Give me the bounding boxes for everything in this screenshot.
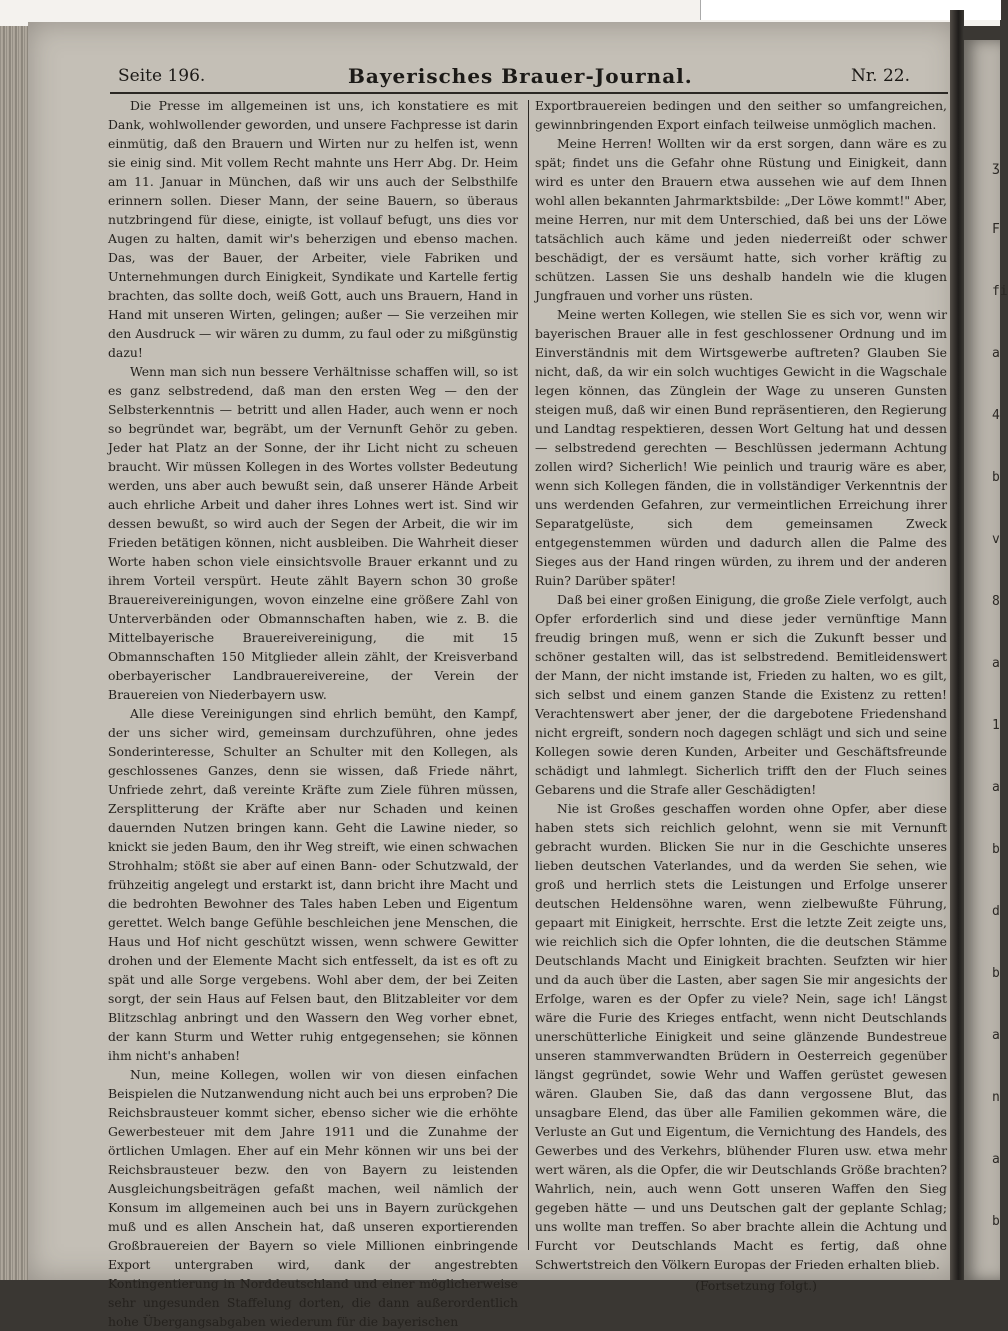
adjacent-page-fragment: b [992, 1214, 1000, 1229]
adjacent-page-fragment: fi [992, 284, 1008, 299]
adjacent-page-fragment: 1 [992, 718, 1000, 733]
adjacent-page-fragment: a [992, 656, 1000, 671]
column-divider [528, 100, 529, 1250]
adjacent-page-fragment: F [992, 222, 1000, 237]
header-rule [110, 92, 948, 94]
adjacent-page-fragment: a [992, 1152, 1000, 1167]
adjacent-page-fragment: d [992, 904, 1000, 919]
left-column [108, 96, 518, 1331]
book-gutter [950, 10, 964, 1280]
paragraph: Meine Herren! Wollten wir da erst sorgen, dann wäre es zu spät; findet uns die Gefahr ohne Rüstung und Einigkeit, dann wird es unter den Brauern etwa aussehen wie auf dem Ihnen wohl allen bekannten Jahrmarktsbilde: „Der Löwe kommt!" Aber, meine Herren, nur mit dem Unterschied, daß bei uns der Löwe tatsächlich auch käme und jeden niederreißt oder schwer beschädigt, der es versäumt hatte, sich vorher kräftig zu schützen. Lassen Sie uns deshalb handeln wie die klugen Jungfrauen und vorher uns rüsten. [535, 136, 947, 303]
page-header [88, 48, 950, 88]
journal-title: Bayerisches Brauer-Journal. [348, 64, 693, 88]
issue-number: Nr. 22. [851, 66, 910, 86]
adjacent-page-fragment: 4 [992, 408, 1000, 423]
adjacent-page-fragment: ʒ [992, 160, 1000, 175]
paragraph: Nun, meine Kollegen, wollen wir von diesen einfachen Beispielen die Nutzanwendung nicht auch bei uns erproben? Die Reichsbrausteuer kommt sicher, ebenso sicher wie die erhöhte Gewerbesteuer mit dem Jahre 1911 und die Zunahme der örtlichen Umlagen. Eher auf ein Mehr können wir uns bei der Reichsbrausteuer bezw. den von Bayern zu leistenden Ausgleichungsbeiträgen gefaßt machen, weil nämlich der Konsum im allgemeinen auch bei uns in Bayern zurückgehen muß und es allen Anschein hat, daß unseren exportierenden Großbrauereien der Bayern so viele Millionen einbringende Export untergraben wird, dank der angestrebten Kontingentierung in Norddeutschland und einer möglicherweise sehr ungesunden Staffelung dorten, die dann außerordentlich hohe Übergangsabgaben wiederum für die bayerischen [108, 1067, 518, 1329]
right-column [535, 96, 947, 1295]
adjacent-page-fragment: b [992, 470, 1000, 485]
paragraph: Daß bei einer großen Einigung, die große Ziele verfolgt, auch Opfer erforderlich sind und diese jeder vernünftige Mann freudig bringen muß, wenn er sich die Zukunft besser und schöner gestalten will, das ist selbstredend. Bemitleidenswert der Mann, der nicht imstande ist, Frieden zu halten, wo es gilt, sich selbst und einem ganzen Stande die Existenz zu retten! Verachtenswert aber jener, der die dargebotene Friedenshand nicht ergreift, sondern noch dagegen schlägt und sich und seine Kollegen sowie deren Kunden, Arbeiter und Geschäftsfreunde schädigt und lahmlegt. Sicherlich trifft den der Fluch seines Gebarens und die Strafe aller Geschädigten! [535, 592, 947, 797]
adjacent-page-fragment: b [992, 966, 1000, 981]
paragraph: Exportbrauereien bedingen und den seither so umfangreichen, gewinnbringenden Export einfach teilweise unmöglich machen. [535, 98, 947, 132]
adjacent-page-edge [964, 40, 1008, 1280]
paragraph: Nie ist Großes geschaffen worden ohne Opfer, aber diese haben stets sich reichlich gelohnt, wenn sie mit Vernunft gebracht wurden. Blicken Sie nur in die Geschichte unseres lieben deutschen Vaterlandes, und da werden Sie sehen, wie groß und herrlich stets die Leistungen und Erfolge unserer deutschen Heldensöhne waren, wenn zielbewußte Führung, gepaart mit Einigkeit, herrschte. Erst die letzte Zeit zeigte uns, wie reichlich sich die Opfer lohnten, die die deutschen Stämme Deutschlands Macht und Einigkeit brachten. Seufzten wir hier und da auch über die Lasten, aber sagen Sie mir angesichts der Erfolge, waren es der Opfer zu viele? Nein, sage ich! Längst wäre die Furie des Krieges entfacht, wenn nicht Deutschlands unerschütterliche Einigkeit und seine glänzende Bundestreue unseren stammverwandten Brüdern in Oesterreich gegenüber längst gegründet, sowie Wehr und Waffen gerüstet gewesen wären. Glauben Sie, daß das dann vergossene Blut, das unsagbare Elend, das über alle Familien gekommen wäre, die Verluste an Gut und Eigentum, die Vernichtung des Handels, des Gewerbes und des Verkehrs, blühender Fluren usw. etwa mehr wert wären, als die Opfer, die wir Deutschlands Größe brachten? Wahrlich, nein, auch wenn Gott unseren Waffen den Sieg gegeben hätte — und uns Deutschen galt der geplante Schlag; uns wollte man treffen. So aber brachte allein die Achtung und Furcht vor Deutschlands Macht es fertig, daß ohne Schwertstreich den Völkern Europas der Frieden erhalten blieb. [535, 801, 947, 1272]
page-number: Seite 196. [118, 66, 206, 86]
adjacent-page-fragment: a [992, 346, 1000, 361]
adjacent-page-fragment: v [992, 532, 1000, 547]
paragraph: Die Presse im allgemeinen ist uns, ich konstatiere es mit Dank, wohlwollender geworden, und unsere Fachpresse ist darin einmütig, daß den Brauern und Wirten nur zu helfen ist, wenn sie einig sind. Mit vollem Recht mahnte uns Herr Abg. Dr. Heim am 11. Januar in München, daß wir uns auch der Selbsthilfe erinnern sollen. Dieser Mann, der seine Bauern, so überaus nutzbringend für diese, einigte, ist vollauf befugt, uns dies vor Augen zu halten, damit wir's beherzigen und ebenso machen. Das, was der Bauer, der Arbeiter, viele Fabriken und Unternehmungen durch Einigkeit, Syndikate und Kartelle fertig brachten, das sollte doch, weiß Gott, auch uns Brauern, Hand in Hand mit unseren Wirten, gelingen; außer — Sie verzeihen mir den Ausdruck — wir wären zu dumm, zu faul oder zu mißgünstig dazu! [108, 98, 518, 360]
paragraph: Meine werten Kollegen, wie stellen Sie es sich vor, wenn wir bayerischen Brauer alle in fest geschlossener Ordnung und im Einverständnis mit dem Wirtsgewerbe auftreten? Glauben Sie nicht, daß, da wir ein solch wuchtiges Gewicht in die Wagschale legen können, das Zünglein der Wage zu unseren Gunsten steigen muß, daß wir einen Bund repräsentieren, den Regierung und Landtag respektieren, dessen Wort Geltung hat und dessen — selbstredend gerechten — Beschlüssen jedermann Achtung zollen wird? Sicherlich! Wie peinlich und traurig wäre es aber, wenn sich Kollegen fänden, die in vollständiger Verkenntnis der uns werdenden Gefahren, zur vermeintlichen Erreichung ihrer Separatgelüste, sich dem gemeinsamen Zweck entgegenstemmen würden und dadurch allen die Palme des Sieges aus der Hand ringen würden, zu ihrem und der anderen Ruin? Darüber später! [535, 307, 947, 588]
page-stack-edge [0, 26, 28, 1280]
adjacent-page-fragment: b [992, 842, 1000, 857]
paragraph: Alle diese Vereinigungen sind ehrlich bemüht, den Kampf, der uns sicher wird, gemeinsam durchzuführen, ohne jedes Sonderinteresse, Schulter an Schulter mit den Kollegen, als geschlossenes Ganzes, denn sie wissen, daß Friede nährt, Unfriede zehrt, daß vereinte Kräfte zum Ziele führen müssen, Zersplitterung der Kräfte aber nur Schaden und keinen dauernden Nutzen bringen kann. Geht die Lawine nieder, so knickt sie jeden Baum, den ihr Weg streift, wie einen schwachen Strohhalm; stößt sie aber auf einen Bann- oder Schutzwald, der frühzeitig angelegt und erstarkt ist, dann bricht ihre Macht und die bedrohten Bewohner des Tales haben Leben und Eigentum gerettet. Welch bange Gefühle beschleichen jene Menschen, die Haus und Hof nicht geschützt wissen, wenn schwere Gewitter drohen und der Elemente Macht sich entfesselt, da ist es oft zu spät und alle Sorge vergebens. Wohl aber dem, der bei Zeiten sorgt, der sein Haus auf Felsen baut, den Blitzableiter vor dem Blitzschlag anbringt und den Wassern den Weg vorher ebnet, der kann Sturm und Wetter ruhig entgegensehen; sie können ihm nicht's anhaben! [108, 706, 518, 1063]
adjacent-page-fragment: a [992, 1028, 1000, 1043]
adjacent-page-fragment: 8 [992, 594, 1000, 609]
continuation-note: (Fortsetzung folgt.) [695, 1278, 817, 1293]
adjacent-page-fragment: a [992, 780, 1000, 795]
adjacent-page-fragment: n [992, 1090, 1000, 1105]
paragraph: Wenn man sich nun bessere Verhältnisse schaffen will, so ist es ganz selbstredend, daß man den ersten Weg — den der Selbsterkenntnis — betritt und allen Hader, auch wenn er noch so begründet war, begräbt, um der Vernunft Gehör zu geben. Jeder hat Platz an der Sonne, der ihr Licht nicht zu scheuen braucht. Wir müssen Kollegen in des Wortes vollster Bedeutung werden, uns aber auch bewußt sein, daß unserer Hände Arbeit auch ehrliche Arbeit und daher ihres Lohnes wert ist. Sind wir dessen bewußt, so wird auch der Segen der Arbeit, die wir im Frieden betätigen können, nicht ausbleiben. Die Wahrheit dieser Worte haben schon viele einsichtsvolle Brauer erkannt und zu ihrem Vorteil verspürt. Heute zählt Bayern schon 30 große Brauereivereinigungen, wovon einzelne eine größere Zahl von Unterverbänden oder Obmannschaften haben, wie z. B. die Mittelbayerische Brauereivereinigung, die mit 15 Obmannschaften 150 Mitglieder allein zählt, der Kreisverband oberbayerischer Landbrauereivereine, der Verein der Brauereien von Niederbayern usw. [108, 364, 518, 702]
